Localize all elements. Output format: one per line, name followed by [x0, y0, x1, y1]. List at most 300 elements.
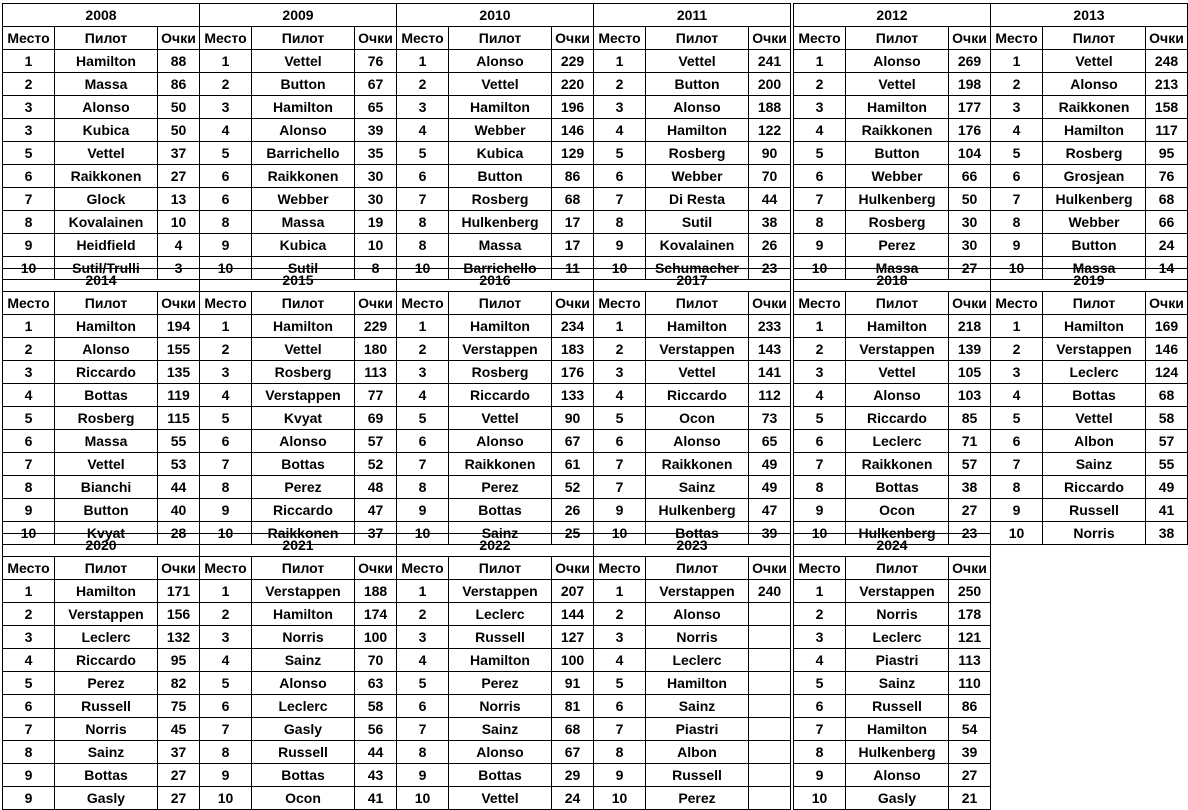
header-place: Место — [794, 557, 846, 580]
place-cell: 5 — [794, 407, 846, 430]
table-row — [991, 96, 1188, 119]
place-cell: 5 — [397, 407, 449, 430]
header-driver: Пилот — [252, 292, 355, 315]
table-row — [594, 73, 791, 96]
header-driver: Пилот — [252, 27, 355, 50]
points-cell: 207 — [552, 580, 594, 603]
year-table-2017 — [593, 268, 790, 541]
place-cell: 6 — [397, 165, 449, 188]
driver-cell: Hamilton — [252, 315, 355, 338]
year-title: 2024 — [794, 534, 991, 557]
points-cell: 88 — [158, 50, 200, 73]
points-cell: 69 — [355, 407, 397, 430]
place-cell: 7 — [3, 718, 55, 741]
place-cell: 3 — [794, 361, 846, 384]
place-cell: 1 — [794, 315, 846, 338]
table-row — [397, 476, 594, 499]
place-cell: 2 — [594, 73, 646, 96]
table-row — [991, 119, 1188, 142]
place-cell: 8 — [594, 741, 646, 764]
table-row — [794, 626, 991, 649]
driver-cell: Hamilton — [55, 580, 158, 603]
standings-table — [793, 268, 991, 545]
place-cell: 5 — [200, 672, 252, 695]
table-row — [200, 741, 397, 764]
standings-table — [593, 268, 791, 545]
place-cell: 8 — [397, 476, 449, 499]
place-cell: 9 — [794, 234, 846, 257]
table-row — [200, 73, 397, 96]
place-cell: 8 — [794, 476, 846, 499]
place-cell: 1 — [3, 580, 55, 603]
driver-cell: Raikkonen — [449, 453, 552, 476]
points-cell: 37 — [355, 522, 397, 545]
place-cell: 5 — [594, 142, 646, 165]
points-cell — [749, 764, 791, 787]
driver-cell: Hamilton — [449, 96, 552, 119]
table-row — [594, 430, 791, 453]
year-title: 2008 — [3, 4, 200, 27]
place-cell: 2 — [594, 338, 646, 361]
year-title: 2018 — [794, 269, 991, 292]
place-cell: 9 — [397, 499, 449, 522]
driver-cell: Raikkonen — [55, 165, 158, 188]
driver-cell: Raikkonen — [252, 165, 355, 188]
driver-cell: Alonso — [846, 50, 949, 73]
place-cell: 7 — [594, 718, 646, 741]
table-row — [991, 522, 1188, 545]
place-cell: 7 — [594, 453, 646, 476]
header-driver: Пилот — [646, 557, 749, 580]
table-row — [200, 695, 397, 718]
table-row — [594, 361, 791, 384]
place-cell: 6 — [200, 188, 252, 211]
place-cell: 3 — [594, 96, 646, 119]
place-cell: 1 — [200, 580, 252, 603]
driver-cell: Alonso — [55, 96, 158, 119]
table-row — [991, 407, 1188, 430]
place-cell: 3 — [3, 361, 55, 384]
points-cell: 58 — [355, 695, 397, 718]
header-points: Очки — [1146, 292, 1188, 315]
table-row — [794, 580, 991, 603]
driver-cell: Button — [449, 165, 552, 188]
points-cell: 144 — [552, 603, 594, 626]
points-cell: 14 — [1146, 257, 1188, 280]
table-row — [594, 476, 791, 499]
year-table-2013 — [990, 3, 1188, 276]
driver-cell: Massa — [252, 211, 355, 234]
driver-cell: Riccardo — [55, 649, 158, 672]
table-row — [3, 119, 200, 142]
table-row — [794, 649, 991, 672]
points-cell: 115 — [158, 407, 200, 430]
driver-cell: Perez — [449, 672, 552, 695]
points-cell: 25 — [552, 522, 594, 545]
points-cell: 52 — [355, 453, 397, 476]
points-cell: 174 — [355, 603, 397, 626]
table-row — [397, 384, 594, 407]
place-cell: 8 — [200, 741, 252, 764]
points-cell: 188 — [749, 96, 791, 119]
points-cell — [749, 603, 791, 626]
points-cell: 57 — [355, 430, 397, 453]
header-driver: Пилот — [1043, 27, 1146, 50]
table-row — [200, 499, 397, 522]
driver-cell: Bottas — [1043, 384, 1146, 407]
points-cell: 10 — [158, 211, 200, 234]
points-cell: 44 — [158, 476, 200, 499]
table-row — [991, 234, 1188, 257]
driver-cell: Hamilton — [646, 119, 749, 142]
header-points: Очки — [552, 557, 594, 580]
place-cell: 10 — [3, 522, 55, 545]
table-row — [594, 315, 791, 338]
standings-table — [793, 533, 991, 810]
table-row — [200, 672, 397, 695]
place-cell: 3 — [794, 626, 846, 649]
place-cell: 1 — [397, 315, 449, 338]
place-cell: 4 — [594, 649, 646, 672]
place-cell: 1 — [594, 50, 646, 73]
points-cell: 156 — [158, 603, 200, 626]
table-row — [594, 626, 791, 649]
table-row — [594, 453, 791, 476]
table-row — [200, 764, 397, 787]
driver-cell: Alonso — [449, 50, 552, 73]
place-cell: 4 — [200, 119, 252, 142]
table-row — [397, 119, 594, 142]
points-cell: 17 — [552, 211, 594, 234]
driver-cell: Perez — [252, 476, 355, 499]
place-cell: 1 — [397, 580, 449, 603]
driver-cell: Rosberg — [252, 361, 355, 384]
driver-cell: Bottas — [449, 499, 552, 522]
table-row — [200, 165, 397, 188]
driver-cell: Rosberg — [846, 211, 949, 234]
table-row — [594, 603, 791, 626]
driver-cell: Piastri — [646, 718, 749, 741]
driver-cell: Bottas — [846, 476, 949, 499]
place-cell: 8 — [991, 211, 1043, 234]
place-cell: 9 — [3, 234, 55, 257]
driver-cell: Bottas — [55, 764, 158, 787]
points-cell: 85 — [949, 407, 991, 430]
table-row — [794, 695, 991, 718]
table-row — [397, 315, 594, 338]
points-cell: 146 — [1146, 338, 1188, 361]
header-points: Очки — [552, 27, 594, 50]
place-cell: 8 — [594, 211, 646, 234]
place-cell: 7 — [3, 453, 55, 476]
table-row — [991, 50, 1188, 73]
year-title: 2020 — [3, 534, 200, 557]
table-row — [397, 626, 594, 649]
standings-table — [990, 268, 1188, 545]
driver-cell: Alonso — [846, 764, 949, 787]
driver-cell: Piastri — [846, 649, 949, 672]
table-row — [794, 142, 991, 165]
standings-table — [396, 533, 594, 810]
points-cell: 90 — [749, 142, 791, 165]
header-points: Очки — [355, 557, 397, 580]
header-place: Место — [397, 27, 449, 50]
driver-cell: Sainz — [252, 649, 355, 672]
driver-cell: Hamilton — [449, 315, 552, 338]
points-cell: 55 — [1146, 453, 1188, 476]
points-cell: 27 — [949, 257, 991, 280]
table-row — [200, 626, 397, 649]
driver-cell: Alonso — [252, 119, 355, 142]
points-cell: 169 — [1146, 315, 1188, 338]
standings-table — [593, 533, 791, 810]
driver-cell: Vettel — [1043, 50, 1146, 73]
table-row — [794, 741, 991, 764]
table-row — [3, 580, 200, 603]
table-row — [397, 695, 594, 718]
driver-cell: Heidfield — [55, 234, 158, 257]
place-cell: 7 — [991, 453, 1043, 476]
table-row — [594, 695, 791, 718]
year-title: 2023 — [594, 534, 791, 557]
table-row — [3, 695, 200, 718]
place-cell: 6 — [3, 165, 55, 188]
driver-cell: Verstappen — [646, 580, 749, 603]
place-cell: 1 — [594, 315, 646, 338]
table-row — [794, 165, 991, 188]
table-row — [200, 96, 397, 119]
points-cell: 234 — [552, 315, 594, 338]
driver-cell: Raikkonen — [846, 453, 949, 476]
points-cell: 35 — [355, 142, 397, 165]
year-table-2023 — [593, 533, 790, 806]
table-row — [3, 211, 200, 234]
points-cell: 23 — [949, 522, 991, 545]
place-cell: 6 — [991, 430, 1043, 453]
driver-cell: Webber — [846, 165, 949, 188]
points-cell: 21 — [949, 787, 991, 810]
place-cell: 10 — [991, 522, 1043, 545]
place-cell: 6 — [594, 165, 646, 188]
driver-cell: Verstappen — [646, 338, 749, 361]
place-cell: 3 — [397, 626, 449, 649]
table-row — [397, 672, 594, 695]
driver-cell: Rosberg — [449, 188, 552, 211]
points-cell — [749, 672, 791, 695]
table-row — [594, 787, 791, 810]
points-cell: 39 — [749, 522, 791, 545]
place-cell: 1 — [794, 50, 846, 73]
table-row — [3, 626, 200, 649]
driver-cell: Verstappen — [55, 603, 158, 626]
year-table-2022 — [396, 533, 593, 806]
driver-cell: Sainz — [646, 695, 749, 718]
driver-cell: Bottas — [55, 384, 158, 407]
points-cell: 233 — [749, 315, 791, 338]
points-cell: 133 — [552, 384, 594, 407]
table-row — [397, 188, 594, 211]
place-cell: 3 — [200, 626, 252, 649]
table-row — [3, 234, 200, 257]
points-cell: 76 — [355, 50, 397, 73]
points-cell: 141 — [749, 361, 791, 384]
year-table-2021 — [199, 533, 396, 806]
place-cell: 4 — [200, 649, 252, 672]
place-cell: 7 — [3, 188, 55, 211]
place-cell: 10 — [397, 257, 449, 280]
header-points: Очки — [749, 557, 791, 580]
place-cell: 7 — [397, 718, 449, 741]
table-row — [3, 73, 200, 96]
place-cell: 1 — [3, 315, 55, 338]
driver-cell: Riccardo — [252, 499, 355, 522]
table-row — [794, 407, 991, 430]
driver-cell: Bottas — [646, 522, 749, 545]
driver-cell: Sutil — [252, 257, 355, 280]
year-title: 2015 — [200, 269, 397, 292]
header-points: Очки — [158, 27, 200, 50]
header-place: Место — [594, 292, 646, 315]
driver-cell: Di Resta — [646, 188, 749, 211]
points-cell: 250 — [949, 580, 991, 603]
points-cell: 61 — [552, 453, 594, 476]
place-cell: 7 — [594, 188, 646, 211]
points-cell: 127 — [552, 626, 594, 649]
driver-cell: Kovalainen — [646, 234, 749, 257]
table-row — [3, 165, 200, 188]
points-cell: 100 — [355, 626, 397, 649]
place-cell: 10 — [794, 787, 846, 810]
points-cell: 198 — [949, 73, 991, 96]
place-cell: 9 — [3, 787, 55, 810]
place-cell: 4 — [991, 384, 1043, 407]
place-cell: 7 — [594, 476, 646, 499]
driver-cell: Hamilton — [646, 315, 749, 338]
place-cell: 5 — [3, 407, 55, 430]
points-cell: 105 — [949, 361, 991, 384]
table-row — [200, 580, 397, 603]
points-cell: 143 — [749, 338, 791, 361]
year-title: 2011 — [594, 4, 791, 27]
table-row — [594, 96, 791, 119]
points-cell: 66 — [1146, 211, 1188, 234]
points-cell: 75 — [158, 695, 200, 718]
driver-cell: Kubica — [252, 234, 355, 257]
table-row — [200, 476, 397, 499]
points-cell: 68 — [552, 718, 594, 741]
table-row — [397, 73, 594, 96]
table-row — [991, 315, 1188, 338]
driver-cell: Riccardo — [646, 384, 749, 407]
table-row — [3, 50, 200, 73]
table-row — [991, 188, 1188, 211]
year-title: 2013 — [991, 4, 1188, 27]
driver-cell: Ocon — [846, 499, 949, 522]
header-driver: Пилот — [55, 27, 158, 50]
place-cell: 3 — [594, 361, 646, 384]
header-place: Место — [794, 292, 846, 315]
table-row — [200, 407, 397, 430]
driver-cell: Hamilton — [846, 315, 949, 338]
points-cell: 220 — [552, 73, 594, 96]
place-cell: 10 — [794, 257, 846, 280]
table-row — [397, 580, 594, 603]
table-row — [3, 407, 200, 430]
place-cell: 1 — [991, 315, 1043, 338]
driver-cell: Verstappen — [252, 384, 355, 407]
year-table-2009 — [199, 3, 396, 276]
place-cell: 4 — [794, 649, 846, 672]
points-cell: 86 — [158, 73, 200, 96]
place-cell: 3 — [794, 96, 846, 119]
driver-cell: Button — [846, 142, 949, 165]
table-row — [3, 188, 200, 211]
table-row — [794, 453, 991, 476]
year-table-2020 — [2, 533, 199, 806]
place-cell: 4 — [794, 384, 846, 407]
table-row — [3, 476, 200, 499]
place-cell: 7 — [200, 453, 252, 476]
table-row — [991, 476, 1188, 499]
year-table-2024 — [793, 533, 990, 806]
table-row — [594, 580, 791, 603]
place-cell: 1 — [991, 50, 1043, 73]
place-cell: 4 — [200, 384, 252, 407]
place-cell: 2 — [594, 603, 646, 626]
driver-cell: Riccardo — [449, 384, 552, 407]
points-cell: 70 — [355, 649, 397, 672]
table-row — [794, 718, 991, 741]
table-row — [794, 211, 991, 234]
driver-cell: Vettel — [646, 50, 749, 73]
table-row — [397, 499, 594, 522]
points-cell: 41 — [1146, 499, 1188, 522]
points-cell: 50 — [949, 188, 991, 211]
points-cell: 122 — [749, 119, 791, 142]
points-cell: 158 — [1146, 96, 1188, 119]
driver-cell: Alonso — [55, 338, 158, 361]
place-cell: 8 — [794, 741, 846, 764]
points-cell: 76 — [1146, 165, 1188, 188]
driver-cell: Vettel — [252, 338, 355, 361]
place-cell: 9 — [397, 764, 449, 787]
standings-table — [793, 3, 991, 280]
points-cell: 110 — [949, 672, 991, 695]
standings-table — [2, 3, 200, 280]
driver-cell: Massa — [1043, 257, 1146, 280]
points-cell: 113 — [949, 649, 991, 672]
place-cell: 1 — [794, 580, 846, 603]
table-row — [594, 338, 791, 361]
points-cell: 24 — [552, 787, 594, 810]
table-row — [594, 741, 791, 764]
place-cell: 2 — [397, 73, 449, 96]
driver-cell: Verstappen — [1043, 338, 1146, 361]
place-cell: 10 — [3, 257, 55, 280]
points-cell: 37 — [158, 142, 200, 165]
points-cell: 176 — [552, 361, 594, 384]
header-place: Место — [991, 292, 1043, 315]
year-title: 2009 — [200, 4, 397, 27]
points-cell: 48 — [355, 476, 397, 499]
year-table-2016 — [396, 268, 593, 541]
points-cell: 53 — [158, 453, 200, 476]
place-cell: 8 — [200, 476, 252, 499]
table-row — [594, 718, 791, 741]
table-row — [3, 764, 200, 787]
driver-cell: Hulkenberg — [646, 499, 749, 522]
table-row — [200, 188, 397, 211]
